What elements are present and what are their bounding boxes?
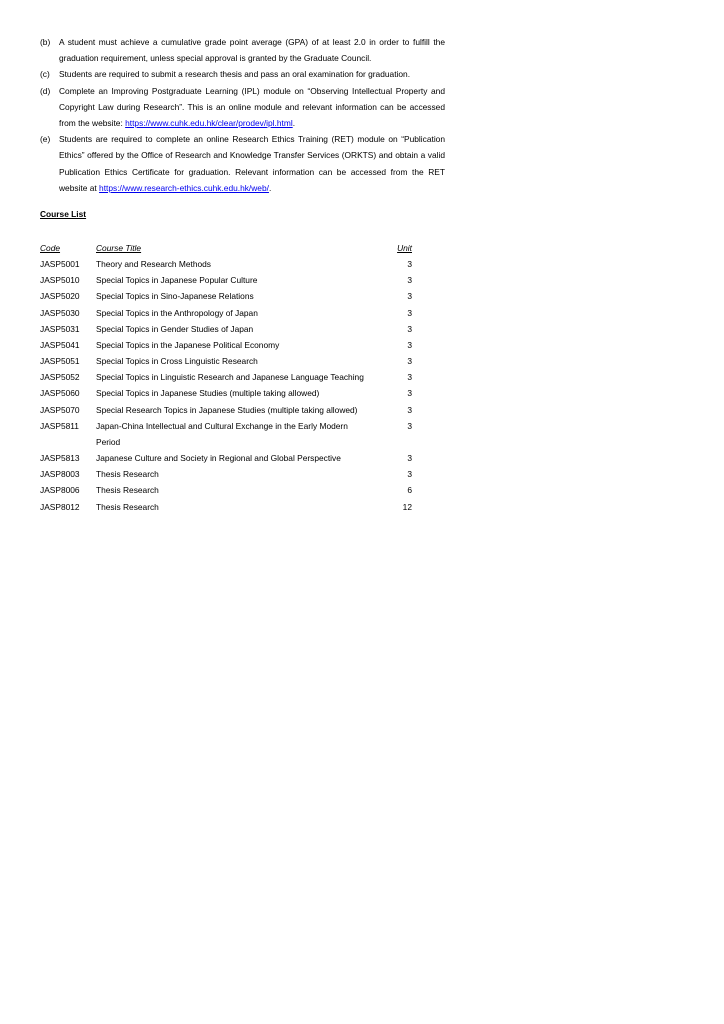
requirement-item (40, 66, 445, 82)
course-unit: 3 (407, 388, 412, 399)
requirement-link[interactable]: https://www.research-ethics.cuhk.edu.hk/web/ (99, 182, 269, 193)
course-code: JASP5051 (40, 356, 80, 367)
course-row (40, 305, 412, 321)
requirement-link[interactable]: https://www.cuhk.edu.hk/clear/prodev/ipl.html (125, 118, 293, 129)
course-code: JASP5052 (40, 372, 80, 383)
requirements-list (40, 34, 445, 196)
title-column-header: Course Title (96, 243, 142, 253)
requirement-label: (c) (40, 69, 50, 80)
course-code: JASP5010 (40, 275, 80, 286)
requirement-label: (e) (40, 134, 51, 145)
course-unit: 12 (402, 501, 412, 512)
course-title: Special Topics in Linguistic Research and Japanese Language Teaching (96, 372, 364, 383)
unit-column-header: Unit (397, 243, 412, 253)
course-row (40, 466, 412, 482)
course-code: JASP5041 (40, 339, 80, 350)
course-unit: 3 (407, 259, 412, 270)
course-row (40, 482, 412, 498)
requirement-text-segment: Students are required to submit a research thesis and pass an oral examination for graduation. (59, 69, 411, 80)
requirement-item (40, 34, 445, 66)
course-title: Thesis Research (96, 469, 159, 480)
course-unit: 3 (407, 307, 412, 318)
course-unit: 3 (407, 372, 412, 383)
course-title: Japanese Culture and Society in Regional and Global Perspective (96, 453, 341, 464)
course-unit: 3 (407, 339, 412, 350)
course-title: Special Topics in Cross Linguistic Research (96, 356, 258, 367)
requirement-text-segment: . (292, 118, 296, 129)
course-table (40, 240, 412, 515)
course-table-header (40, 240, 412, 256)
course-title: Special Topics in Japanese Studies (multiple taking allowed) (96, 388, 320, 399)
course-row (40, 353, 412, 369)
course-title: Japan-China Intellectual and Cultural Exchange in the Early Modern Period (96, 420, 348, 447)
course-code: JASP8003 (40, 469, 80, 480)
course-row (40, 418, 412, 450)
course-title: Special Topics in Sino-Japanese Relations (96, 291, 254, 302)
course-row (40, 385, 412, 401)
course-unit: 3 (407, 275, 412, 286)
course-code: JASP5811 (40, 420, 79, 431)
requirement-text-segment: . (268, 182, 272, 193)
requirement-text-segment: A student must achieve a cumulative grade point average (GPA) of at least 2.0 in order to fulfill the graduation requirement, unless special approval is granted by the Graduate Council. (59, 37, 445, 64)
course-code: JASP5020 (40, 291, 80, 302)
course-title: Special Topics in Gender Studies of Japan (96, 323, 254, 334)
course-code: JASP5060 (40, 388, 80, 399)
course-unit: 3 (407, 356, 412, 367)
course-unit: 3 (407, 323, 412, 334)
course-code: JASP5031 (40, 323, 80, 334)
course-title: Thesis Research (96, 501, 159, 512)
requirement-label: (d) (40, 85, 51, 96)
course-row (40, 499, 412, 515)
requirement-text-segment: Complete an Improving Postgraduate Learning (IPL) module on “Observing Intellectual Property and Copyright Law during Research”. This is an online module and relevant information can be accessed from the website: (59, 85, 445, 129)
course-row (40, 450, 412, 466)
requirement-item (40, 131, 445, 196)
course-row (40, 321, 412, 337)
course-row (40, 337, 412, 353)
course-title: Theory and Research Methods (96, 259, 211, 270)
course-unit: 3 (407, 420, 412, 431)
course-row (40, 402, 412, 418)
requirement-text (59, 34, 445, 66)
course-title: Thesis Research (96, 485, 159, 496)
course-code: JASP5813 (40, 453, 80, 464)
course-code: JASP5030 (40, 307, 80, 318)
course-code: JASP5070 (40, 404, 80, 415)
course-row (40, 288, 412, 304)
course-list-heading: Course List (40, 209, 87, 219)
course-code: JASP8012 (40, 501, 80, 512)
requirement-item (40, 83, 445, 132)
requirement-text (59, 66, 445, 82)
course-title: Special Topics in the Anthropology of Japan (96, 307, 258, 318)
course-unit: 6 (407, 485, 412, 496)
course-title: Special Topics in the Japanese Political Economy (96, 339, 280, 350)
code-column-header: Code (40, 243, 61, 253)
course-code: JASP5001 (40, 259, 80, 270)
requirement-text (59, 131, 445, 196)
requirement-label: (b) (40, 37, 51, 47)
course-unit: 3 (407, 291, 412, 302)
course-row (40, 256, 412, 272)
course-title: Special Research Topics in Japanese Studies (multiple taking allowed) (96, 404, 358, 415)
course-unit: 3 (407, 404, 412, 415)
course-unit: 3 (407, 453, 412, 464)
course-title: Special Topics in Japanese Popular Culture (96, 275, 258, 286)
course-code: JASP8006 (40, 485, 80, 496)
requirement-text-segment: Students are required to complete an online Research Ethics Training (RET) module on “Publication Ethics” offered by the Office of Research and Knowledge Transfer Services (ORKTS) and obtain a valid Publication Ethics Certificate for graduation. Relevant information can be accessed from the RET website at (59, 134, 445, 193)
course-unit: 3 (407, 469, 412, 480)
course-row (40, 369, 412, 385)
requirement-text (59, 83, 445, 132)
course-row (40, 272, 412, 288)
